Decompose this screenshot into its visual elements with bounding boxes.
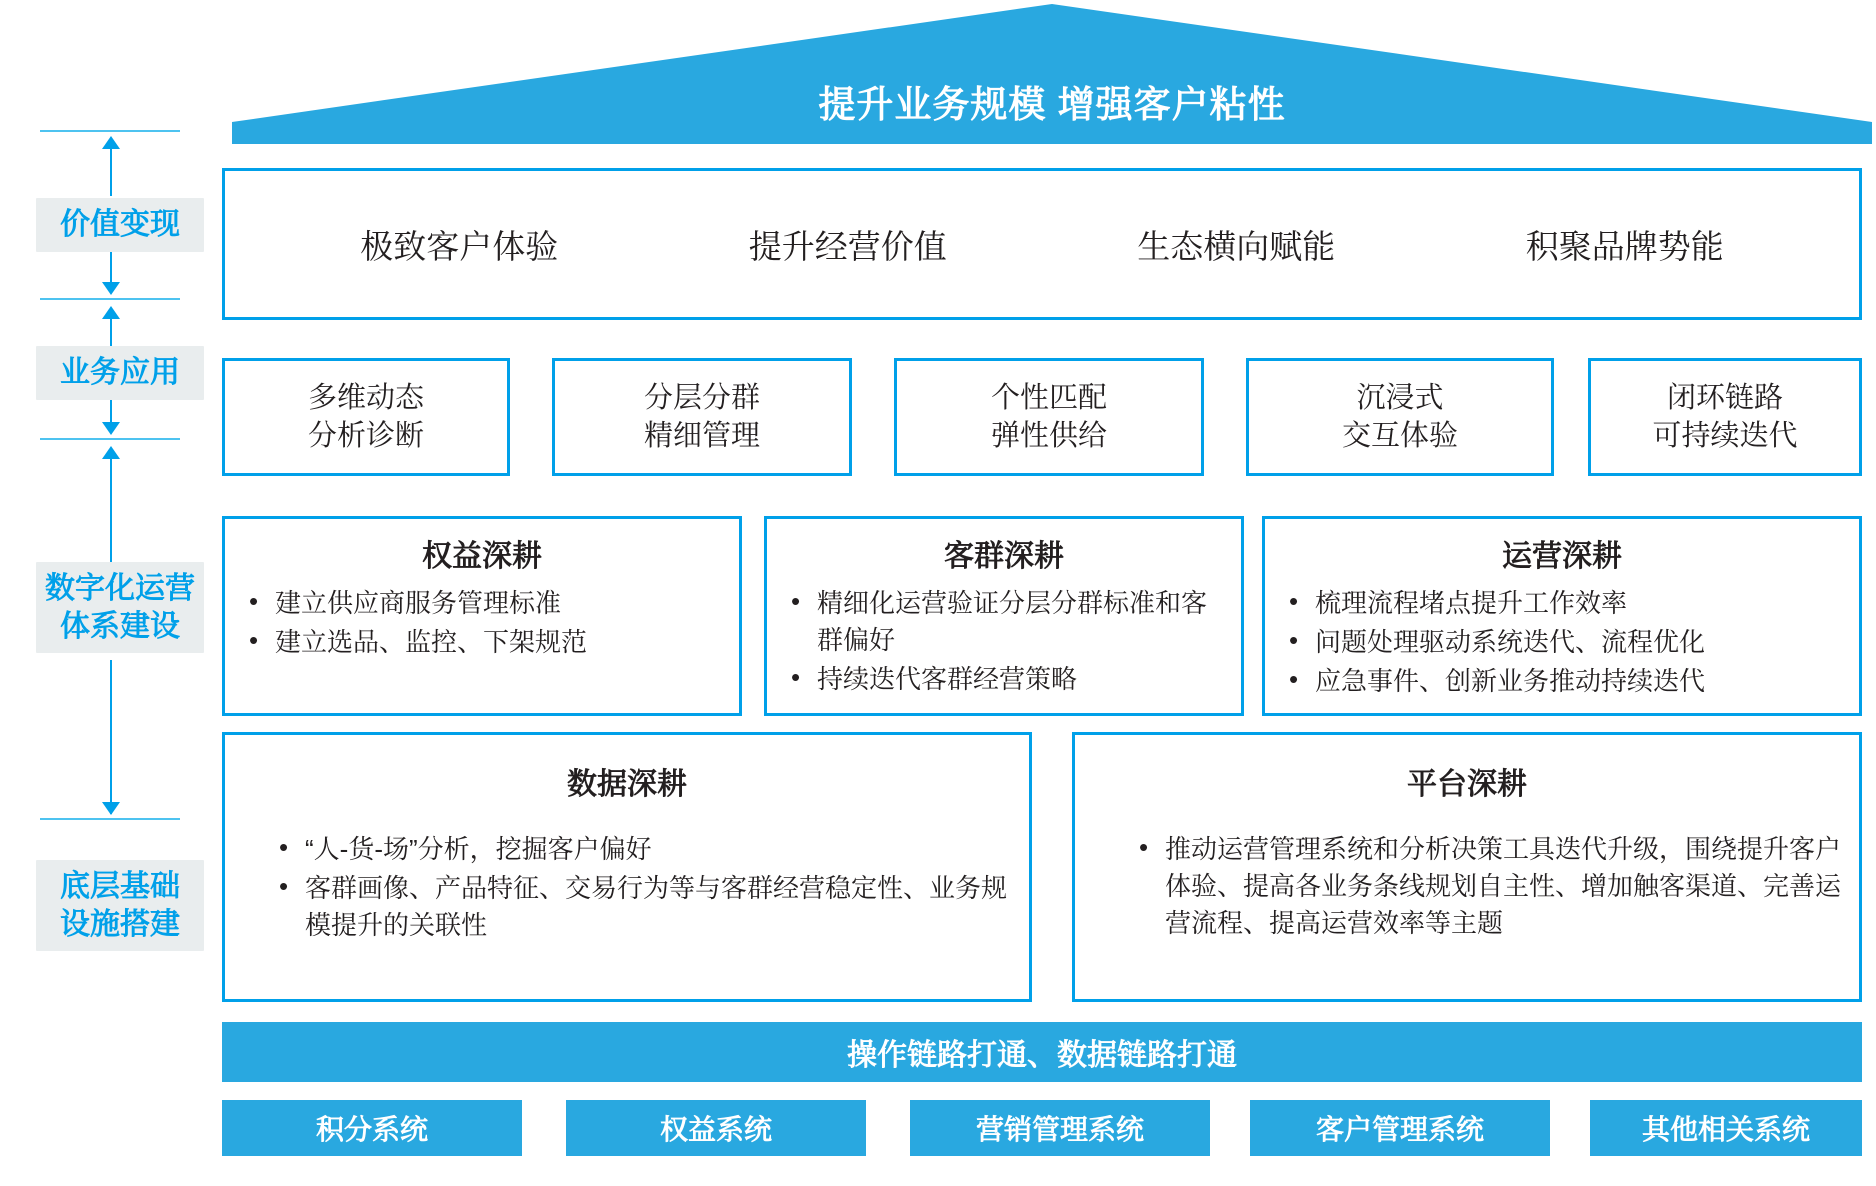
list-item: • 问题处理驱动系统迭代、流程优化	[1279, 624, 1845, 661]
axis-tick-bottom-2	[40, 438, 180, 440]
operation-card-data	[222, 732, 1032, 1002]
list-item: • 建立选品、监控、下架规范	[239, 624, 725, 661]
infra-system-1: 积分系统	[222, 1100, 522, 1156]
axis-arrow-down-3	[102, 802, 120, 815]
application-card-3-line2: 弹性供给	[990, 420, 1107, 452]
infra-system-2: 权益系统	[566, 1100, 866, 1156]
operation-card-customer-list	[781, 585, 1227, 698]
value-item-2: 提升经营价值	[748, 227, 947, 265]
operation-card-platform-list	[1089, 831, 1845, 942]
list-item: • 精细化运营验证分层分群标准和客群偏好	[781, 585, 1227, 659]
value-layer-box	[222, 168, 1862, 320]
application-card-4-line2: 交互体验	[1341, 420, 1458, 452]
application-card-5	[1588, 358, 1862, 476]
application-card-1	[222, 358, 510, 476]
application-card-4	[1246, 358, 1554, 476]
axis-label-infra-line2: 设施搭建	[60, 907, 180, 941]
infra-system-5: 其他相关系统	[1590, 1100, 1862, 1156]
application-card-2-line1: 分层分群	[643, 381, 760, 414]
operation-card-operation-list	[1279, 585, 1845, 700]
axis-label-operation-line1: 数字化运营	[45, 572, 195, 605]
operation-card-customer-title: 客群深耕	[944, 540, 1064, 573]
operation-card-rights-title: 权益深耕	[422, 540, 542, 573]
axis-label-value: 价值变现	[36, 198, 204, 252]
left-axis	[14, 130, 204, 1160]
application-card-2-line2: 精细管理	[643, 420, 760, 452]
axis-tick-bottom-3	[40, 818, 180, 820]
list-item: • 持续迭代客群经营策略	[781, 661, 1227, 698]
application-card-1-line2: 分析诊断	[307, 420, 424, 452]
axis-label-infra-line1: 底层基础	[60, 870, 180, 903]
application-card-1-line1: 多维动态	[307, 381, 424, 414]
operation-card-operation	[1262, 516, 1862, 716]
application-card-4-line1: 沉浸式	[1356, 381, 1444, 414]
application-card-2	[552, 358, 852, 476]
operation-card-platform	[1072, 732, 1862, 1002]
list-item: • “人-货-场”分析，挖掘客户偏好	[269, 831, 1015, 868]
operation-card-rights	[222, 516, 742, 716]
axis-line-3b	[110, 660, 112, 814]
axis-arrow-down-1	[102, 282, 120, 295]
list-item: • 应急事件、创新业务推动持续迭代	[1279, 663, 1845, 700]
roof-banner	[232, 4, 1872, 144]
infra-system-4: 客户管理系统	[1250, 1100, 1550, 1156]
operation-card-rights-list	[239, 585, 725, 661]
axis-line-2a	[110, 318, 112, 346]
axis-tick-top-1	[40, 130, 180, 132]
infra-link-bar: 操作链路打通、数据链路打通	[222, 1022, 1862, 1082]
infra-system-3: 营销管理系统	[910, 1100, 1210, 1156]
value-item-3: 生态横向赋能	[1137, 227, 1336, 265]
axis-arrow-down-2	[102, 422, 120, 435]
axis-line-1a	[110, 148, 112, 196]
list-item: • 客群画像、产品特征、交易行为等与客群经营稳定性、业务规模提升的关联性	[269, 870, 1015, 944]
axis-label-operation-line2: 体系建设	[60, 609, 180, 643]
application-card-3-line1: 个性匹配	[990, 381, 1107, 414]
axis-label-application: 业务应用	[36, 346, 204, 400]
value-item-4: 积聚品牌势能	[1525, 227, 1724, 265]
operation-card-data-title: 数据深耕	[567, 768, 687, 801]
axis-line-3a	[110, 458, 112, 562]
value-item-1: 极致客户体验	[360, 227, 559, 265]
axis-label-operation	[36, 562, 204, 653]
list-item: • 推动运营管理系统和分析决策工具迭代升级，围绕提升客户体验、提高各业务条线规划自主性、增加触客渠道、完善运营流程、提高运营效率等主题	[1129, 831, 1845, 942]
axis-tick-bottom-1	[40, 298, 180, 300]
application-card-5-line2: 可持续迭代	[1652, 420, 1798, 452]
operation-card-platform-title: 平台深耕	[1407, 768, 1527, 801]
operation-card-customer	[764, 516, 1244, 716]
roof-title: 提升业务规模 增强客户粘性	[818, 84, 1286, 125]
application-card-5-line1: 闭环链路	[1666, 381, 1783, 414]
list-item: • 梳理流程堵点提升工作效率	[1279, 585, 1845, 622]
application-card-3	[894, 358, 1204, 476]
operation-card-operation-title: 运营深耕	[1502, 540, 1622, 573]
operation-card-data-list	[239, 831, 1015, 944]
axis-label-infrastructure	[36, 860, 204, 951]
list-item: • 建立供应商服务管理标准	[239, 585, 725, 622]
